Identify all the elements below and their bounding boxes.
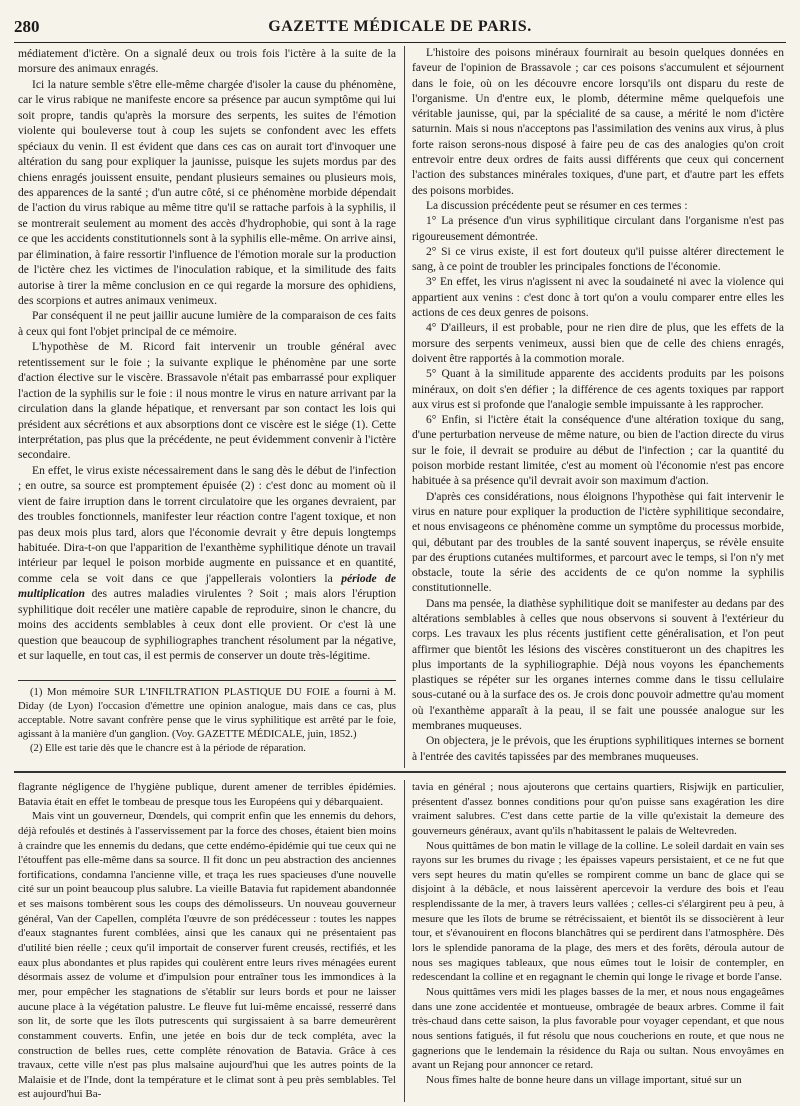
section-divider	[14, 771, 786, 773]
column-top-left	[18, 46, 396, 676]
paragraph: Ici la nature semble s'être elle-même chargée d'isoler la cause du phénomène, car le virus rabique ne manifeste encore sa présence par aucun symptôme qui lui soit propre, tandis qu'après la morsure des serpents, les suites de l'émotion violente qui bouleverse tout à coup les sujets se confondent avec les effets spéciaux du venin. Il est évident que dans ces cas on aurait tort d'invoquer une altération du sang pour expliquer la jaunisse, puisque les sujets mordus par des chiens enragés jouissent ensuite, pendant plusieurs semaines ou plusieurs mois, des apparences de la santé ; d'un autre côté, si ce phénomène morbide dépendait de l'action du virus rabique au même titre qu'il se rattache parfois à la syphilis, il se montrerait seulement au moment des accès d'hydrophobie, qui sont à la rage ce que les accidents constitutionnels sont à la syphilis elle-même. On arrive ainsi, par élimination, à faire ressortir l'influence de l'émotion morale sur la production de l'ictère chez les victimes de l'inoculation rabique, et la similitude des faits autorise à tirer la même conclusion en ce qui regarde la morsure des ophidiens, des scorpions et autres animaux venimeux.	[18, 77, 396, 307]
paragraph	[18, 463, 396, 664]
footnote: (2) Elle est tarie dès que le chancre est à la période de réparation.	[30, 743, 306, 754]
paragraph: Par conséquent il ne peut jaillir aucune lumière de la comparaison de ces faits à ceux qui font l'objet principal de ce mémoire.	[18, 309, 396, 338]
list-item: 2° Si ce virus existe, il est fort douteux qu'il puisse altérer directement le sang, à ce point de troubler les principales fonctions de l'économie.	[412, 245, 784, 274]
paragraph: Mais vint un gouverneur, Dœndels, qui comprit enfin que les ennemis du dehors, déjà refoulés et destinés à l'asservissement par la force des choses, étaient bien moins à craindre que les ennemis du dedans, que cette endémo-épidémie qui tue ceux qui ne l'étouffent pas elle-même dans sa source. Il fit donc un peu abstraction des anciennes fortifications, condamna l'ancienne ville, et traça les rues spacieuses d'une nouvelle cité sur un point beaucoup plus salubre. La vieille Batavia fut rapidement abandonnée et ses maisons tombèrent sous les coups des démolisseurs. Un nouveau gouverneur général, Van der Capellen, compléta l'œuvre de son prédécesseur : toutes les nappes d'eaux stagnantes furent comblées, ainsi que les canaux qui ne présentaient pas d'utilité bien réelle ; ceux qu'il importait de conserver furent creusés, rectifiés, et les eaux plus abondantes et plus rapides qui coulèrent entre leurs rives ménagées eurent désormais assez de volume et d'impulsion pour entraîner tous les immondices à la mer, pour empêcher les stagnations de s'établir sur leurs bords et pour ne laisser aucune place à la végétation palustre. Le fleuve fut lui-même encaissé, resserré dans son lit, de sorte que les îlots putrescents qui surgissaient à sa barre demeurèrent constamment couverts. Enfin, une jetée en bois dur de teck compléta, avec la construction de belles rues, cette complète rénovation de Batavia. Grâce à ces travaux, cette ville n'est pas plus malsaine aujourd'hui que les autres points de la Malaisie et de l'Inde, dont la température et le climat sont à peu près semblables. Tel est aujourd'hui Ba-	[18, 810, 396, 1101]
paragraph: Nous quittâmes de bon matin le village de la colline. Le soleil dardait en vain ses rayons sur les brumes du rivage ; les épaisses vapeurs persistaient, et ce ne fut que vers sept heures du matin qu'elles se rompirent comme un banc de glace qui se disjoint à la débâcle, et nous laissèrent apercevoir la verdure des bois et l'eau resplendissante de la mer, à travers leurs vallées ; celles-ci s'élargirent peu à peu, à mesure que les îlots de brume se rétrécissaient, et bientôt ils se dissocièrent à leur tour, et s'évanouirent en flocons blanchâtres qui se perdirent dans l'atmosphère. Dès lors le splendide panorama de la plage, des mers et des forêts, déroula autour de nous ses magiques tableaux, que nous eûmes tout le loisir de contempler, en redescendant la colline et en regagnant le chemin qui longe le rivage et borde l'anse.	[412, 839, 784, 984]
list-item: 5° Quant à la similitude apparente des accidents produits par les poisons minéraux, on doit s'en défier ; la différence de ces agents toxiques par rapport aux virus est si profonde que l'analogie semble impuissante à les rapprocher.	[412, 368, 784, 411]
list-item: 4° D'ailleurs, il est probable, pour ne rien dire de plus, que les effets de la morsure des serpents venimeux, aussi bien que de celle des chiens enragés, doivent être rapportés à la commotion morale.	[412, 322, 784, 365]
column-bottom-right	[412, 780, 784, 1102]
paragraph: tavia en général ; nous ajouterons que certains quartiers, Risjwijk en particulier, présentent d'assez bonnes conditions pour qu'on puisse sans exagération les dire vraiment salubres. C'est dans cette partie de la ville qu'existait la demeure des gouverneurs généraux, avant qu'ils n'habitassent le palais de Weltevreden.	[412, 781, 784, 837]
paragraph: La discussion précédente peut se résumer en ces termes :	[426, 199, 688, 212]
paragraph: L'hypothèse de M. Ricord fait intervenir un trouble général avec retentissement sur le foie ; la suivante explique le phénomène par une sorte d'action élective sur le viscère. Brassavole n'était pas embarrassé pour expliquer l'action de la syphilis sur le foie : il nous montre le virus en nature arrivant par la circulation dans la glande hépatique, et renversant par son contact les lois qui président aux sécrétions et aux absorptions dont ce viscère est le siége (1). Cette interprétation, pas plus que la précédente, ne peut évidemment convenir à l'ictère secondaire.	[18, 340, 396, 462]
column-bottom-left	[18, 780, 396, 1102]
paragraph: Nous fîmes halte de bonne heure dans un village important, situé sur un	[426, 1073, 742, 1086]
paragraph: flagrante négligence de l'hygiène publique, durent amener de terribles épidémies. Batavia était en effet le tombeau de presque tous les Européens qui y débarquaient.	[18, 781, 396, 808]
paragraph: L'histoire des poisons minéraux fournirait au besoin quelques données en faveur de l'opinion de Brassavole ; car ces poisons s'accumulent et séjournent dans le foie, où on les découvre encore lorsqu'ils ont disparu du reste de l'organisme. Un d'entre eux, le plomb, détermine même quelquefois une véritable jaunisse, qui, par la spécialité de sa cause, a mérité le nom d'ictère saturnin. Mais si nous n'acceptons pas l'assimilation des venins aux virus, à plus forte raison serons-nous disposé à faire peu de cas des analogies qu'on croit entrevoir entre deux ordres de faits aussi différents que ceux qui concernent l'action des substances minérales toxiques, d'une part, et d'autre part les effets des poisons morbides.	[412, 47, 784, 197]
footnotes	[18, 686, 396, 768]
list-item: 1° La présence d'un virus syphilitique circulant dans l'organisme n'est pas rigoureusement démontrée.	[412, 215, 784, 243]
paragraph: médiatement d'ictère. On a signalé deux ou trois fois l'ictère à la suite de la morsure des animaux enragés.	[18, 47, 396, 76]
footnote-divider	[18, 680, 396, 681]
column-top-right	[412, 46, 784, 768]
journal-title: GAZETTE MÉDICALE DE PARIS.	[268, 18, 532, 35]
list-item: 3° En effet, les virus n'agissent ni avec la soudaineté ni avec la violence qui appartient aux venins : c'est donc à tort qu'on a voulu comparer entre elles les actions de ces deux genres de poisons.	[412, 276, 784, 320]
paragraph: Nous quittâmes vers midi les plages basses de la mer, et nous nous engageâmes dans une zone accidentée et montueuse, ombragée de beaux arbres. Comme il fait très-chaud dans cette saison, la plus favorable pour voyager cependant, et que nous nous sentions fatigués, il fut résolu que nous coucherions en route, et que nous ne gagnerions que le lendemain la résidence du Raja ou sultan. Nous envoyâmes en avant un Rejang pour annoncer ce retard.	[412, 985, 784, 1072]
paragraph: Dans ma pensée, la diathèse syphilitique doit se manifester au dedans par des altérations semblables à celles que nous observons si souvent à l'extérieur du corps. Les travaux les plus récents justifient cette généralisation, et l'on peut affirmer que bientôt les lésions des viscères constitueront un des chapitres les plus importants de la syphiliographie. Déjà nous voyons les épanchements plastiques se répéter sur les organes internes comme dans le tissu cellulaire sous-cutané ou à la surface des os. Je crois donc pouvoir admettre qu'au moment où l'exanthème apparaît à la peau, il se fait une poussée analogue sur les membranes muqueuses.	[412, 597, 784, 733]
column-divider	[404, 46, 405, 768]
page-number: 280	[14, 17, 40, 36]
paragraph: D'après ces considérations, nous éloignons l'hypothèse qui fait intervenir le virus en nature pour expliquer la production de l'ictère syphilitique secondaire, et nous envisageons ce phénomène comme un symptôme du processus morbide, qui, débutant par des troubles de la santé souvent inaperçus, se révèle ensuite par des éruptions cutanées multiformes, et parcourt avec le temps, si l'on n'y met obstacle, toute la série des accidents de ce qu'on nomme la syphilis constitutionnelle.	[412, 490, 784, 595]
column-divider-bottom	[404, 780, 405, 1102]
footnote: (1) Mon mémoire SUR L'INFILTRATION PLASTIQUE DU FOIE a fourni à M. Diday (de Lyon) l'occasion d'émettre une opinion analogue, mais dans ce cas, plus acceptable. Notre savant confrère pense que le virus syphilitique est arrêté par le foie, agissant à la manière d'un ganglion. (Voy. GAZETTE MÉDICALE, juin, 1852.)	[18, 687, 396, 740]
paragraph-text: En effet, le virus existe nécessairement dans le sang dès le début de l'infection ; en outre, sa source est promptement épuisée (2) : c'est donc au moment où il vient de faire irruption dans le torrent circulatoire que les organes devraient, par des troubles fonctionnels, manifester leur réaction contre l'agent toxique, et non pas deux mois plus tard, alors que l'économie devrait y être depuis longtemps habituée. Dira-t-on que l'apparition de l'exanthème syphilitique dénote un travail intérieur par lequel le poison morbide augmente en puissance et en quantité, comme cela se voit dans ce que j'appellerais volontiers la	[18, 463, 396, 585]
paragraph: On objectera, je le prévois, que les éruptions syphilitiques internes se bornent à l'entrée des cavités tapissées par des membranes muqueuses.	[412, 735, 784, 763]
paragraph-text: des autres maladies virulentes ? Soit ; mais alors l'éruption syphilitique doit recéler une matière capable de reproduire, sinon le chancre, du moins des accidents semblables à ceux dont elle provient. Or c'est là une question que beaucoup de syphiliographes tranchent résolument par la négative, et sur laquelle, en tout cas, il est permis de conserver un doute très-légitime.	[18, 587, 396, 663]
list-item: 6° Enfin, si l'ictère était la conséquence d'une altération toxique du sang, d'une perturbation nerveuse de même nature, ou bien de l'action directe du virus sur le foie, il devrait se produire au début de l'infection ; car la quantité du poison morbide restant limitée, c'est au moment où l'économie n'est pas encore habituée à sa présence qu'il devrait avoir son maximum d'action.	[412, 414, 784, 488]
italic-phrase: période de multiplication	[18, 571, 396, 601]
page-header	[14, 12, 786, 43]
